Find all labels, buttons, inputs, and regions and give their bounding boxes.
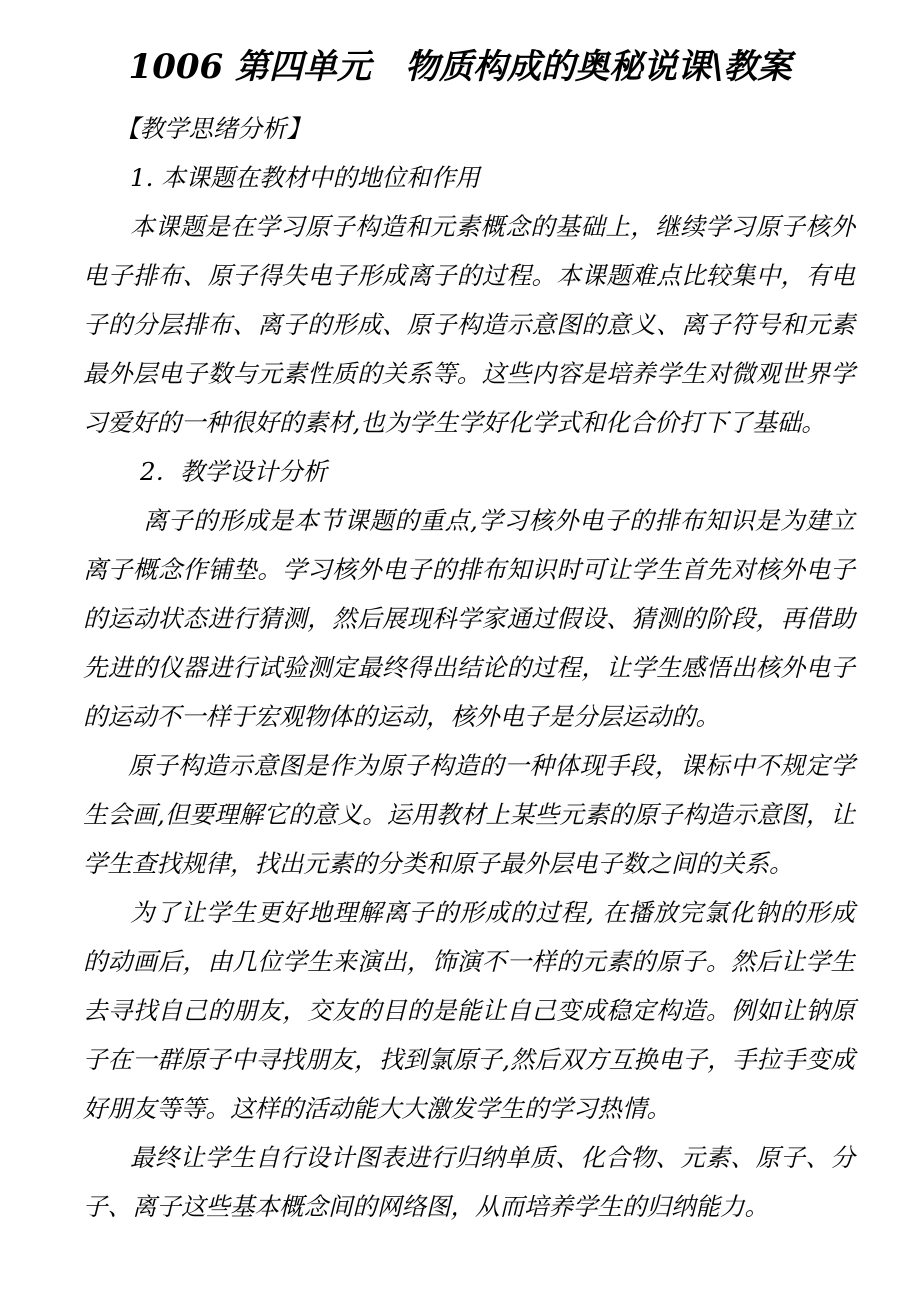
section-heading: 1. 本课题在教材中的地位和作用 <box>130 163 480 192</box>
paragraph-line: 电子排布、原子得失电子形成离子的过程。本课题难点比较集中，有电 <box>83 261 855 290</box>
paragraph-line: 离子的形成是本节课题的重点,学习核外电子的排布知识是为建立 <box>143 506 855 535</box>
document-title: 1006 第四单元 物质构成的奥秘说课\教案 <box>128 47 792 87</box>
paragraph-line: 的运动不一样于宏观物体的运动，核外电子是分层运动的。 <box>83 702 720 731</box>
paragraph-line: 最外层电子数与元素性质的关系等。这些内容是培养学生对微观世界学 <box>83 359 855 388</box>
section-heading: 2．教学设计分析 <box>140 457 328 486</box>
document-body <box>83 104 855 1231</box>
section-heading: 【教学思绪分析】 <box>115 114 311 143</box>
paragraph-line: 学生查找规律，找出元素的分类和原子最外层电子数之间的关系。 <box>83 849 794 878</box>
paragraph-line: 子、离子这些基本概念间的网络图，从而培养学生的归纳能力。 <box>83 1192 769 1221</box>
paragraph-line: 为了让学生更好地理解离子的形成的过程, 在播放完氯化钠的形成 <box>130 898 855 927</box>
paragraph-line: 子在一群原子中寻找朋友，找到氯原子,然后双方互换电子，手拉手变成 <box>83 1045 855 1074</box>
paragraph-line: 子的分层排布、离子的形成、原子构造示意图的意义、离子符号和元素 <box>83 310 855 339</box>
paragraph-line: 最终让学生自行设计图表进行归纳单质、化合物、元素、原子、分 <box>130 1143 855 1172</box>
paragraph-line: 去寻找自己的朋友，交友的目的是能让自己变成稳定构造。例如让钠原 <box>83 996 855 1025</box>
paragraph-line: 生会画,但要理解它的意义。运用教材上某些元素的原子构造示意图，让 <box>83 800 855 829</box>
paragraph-line: 离子概念作铺垫。学习核外电子的排布知识时可让学生首先对核外电子 <box>83 555 855 584</box>
paragraph-line: 习爱好的一种很好的素材,也为学生学好化学式和化合价打下了基础。 <box>83 408 826 437</box>
paragraph-line: 好朋友等等。这样的活动能大大激发学生的学习热情。 <box>83 1094 671 1123</box>
paragraph-line: 先进的仪器进行试验测定最终得出结论的过程，让学生感悟出核外电子 <box>83 653 855 682</box>
paragraph-line: 原子构造示意图是作为原子构造的一种体现手段，课标中不规定学 <box>128 751 855 780</box>
paragraph-line: 的运动状态进行猜测，然后展现科学家通过假设、猜测的阶段，再借助 <box>83 604 855 633</box>
paragraph-line: 的动画后，由几位学生来演出，饰演不一样的元素的原子。然后让学生 <box>83 947 855 976</box>
paragraph-line: 本课题是在学习原子构造和元素概念的基础上，继续学习原子核外 <box>130 212 855 241</box>
